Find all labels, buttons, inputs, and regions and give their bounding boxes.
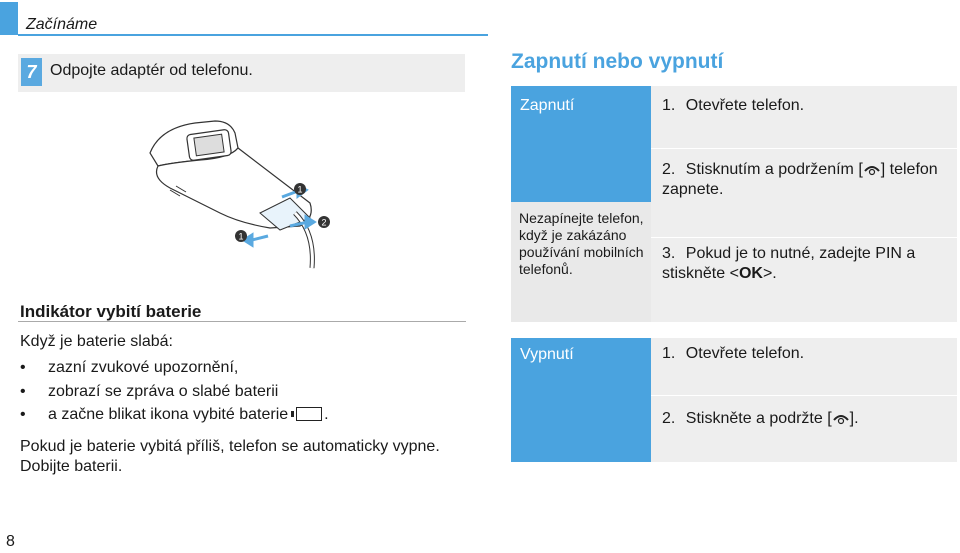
power-on-step-3: 3. Pokud je to nutné, zadejte PIN a stiskněte <OK>. — [662, 245, 916, 282]
section-title: Začínáme — [26, 16, 98, 33]
header-accent-bar — [0, 2, 18, 35]
row-divider — [651, 148, 957, 149]
power-on-note: Nezapínejte telefon, když je zakázáno používání mobilních telefonů. — [519, 210, 644, 277]
power-on-step-2: 2. Stisknutím a podržením [ ] telefon zapnete. — [662, 161, 938, 198]
power-on-step-1: 1. Otevřete telefon. — [662, 97, 805, 114]
list-item: • a začne blikat ikona vybité baterie . — [20, 403, 329, 427]
phone-charger-illustration — [140, 118, 350, 278]
power-on-steps-panel — [651, 86, 957, 322]
power-off-step-2: 2. Stiskněte a podržte [ ]. — [662, 410, 859, 427]
battery-section-title: Indikátor vybití baterie — [20, 302, 202, 321]
callout-1-top-label: 1 — [297, 184, 303, 195]
phone-screen — [194, 134, 224, 156]
power-end-key-icon — [863, 162, 881, 176]
header-rule — [18, 34, 488, 36]
power-end-key-icon — [832, 411, 850, 425]
step-7-text: Odpojte adaptér od telefonu. — [50, 62, 253, 79]
power-section-title: Zapnutí nebo vypnutí — [511, 50, 724, 73]
power-off-label-column — [511, 338, 651, 462]
battery-intro: Když je baterie slabá: — [20, 333, 173, 350]
row-divider — [651, 395, 957, 396]
callout-2-label: 2 — [321, 217, 327, 228]
power-on-label: Zapnutí — [520, 97, 575, 114]
battery-note: Pokud je baterie vybitá příliš, telefon se automaticky vypne. Dobijte baterii. — [20, 438, 440, 475]
list-item: • zazní zvukové upozornění, — [20, 356, 329, 380]
battery-rule — [18, 321, 466, 322]
battery-bullet-list — [20, 356, 329, 427]
power-off-label: Vypnutí — [520, 346, 574, 363]
row-divider — [651, 237, 957, 238]
power-off-step-1: 1. Otevřete telefon. — [662, 345, 805, 362]
step-number: 7 — [21, 58, 42, 86]
low-battery-icon — [296, 407, 322, 421]
list-item: • zobrazí se zpráva o slabé baterii — [20, 380, 329, 404]
callout-1-bottom-label: 1 — [238, 231, 244, 242]
page-number: 8 — [6, 533, 15, 550]
